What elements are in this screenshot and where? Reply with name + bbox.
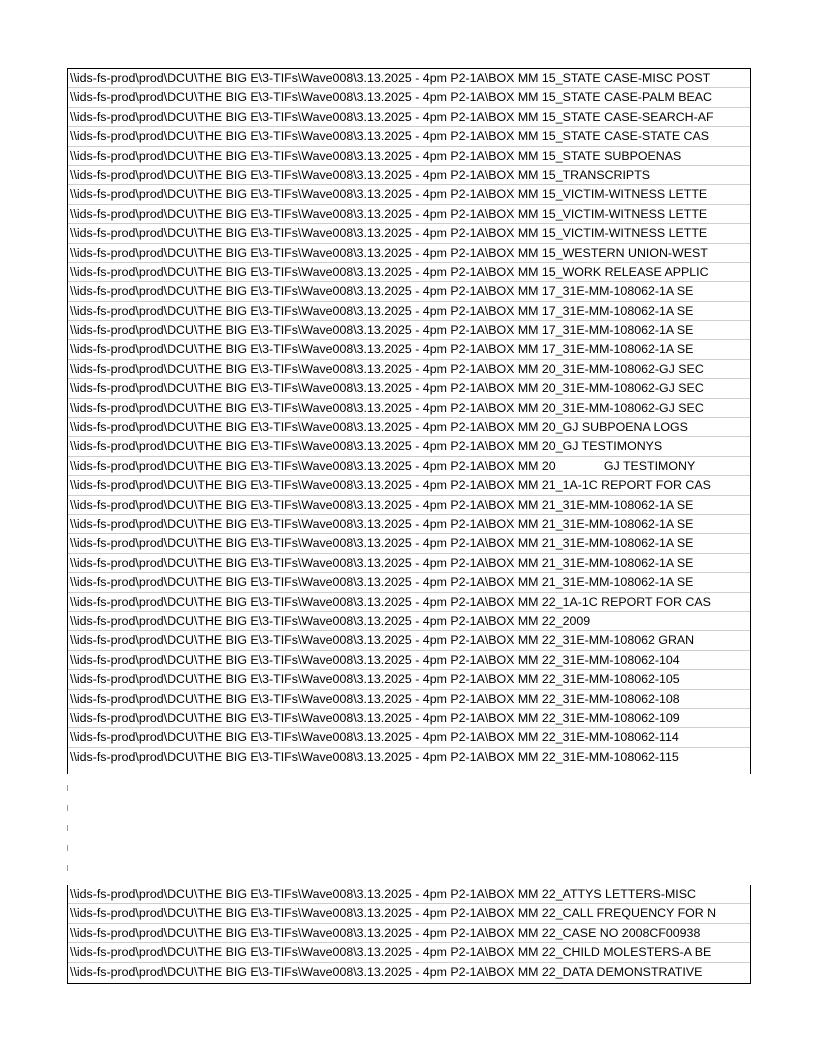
file-path-row: \\ids-fs-prod\prod\DCU\THE BIG E\3-TIFs\Wave008\3.13.2025 - 4pm P2-1A\BOX MM 22_31E-MM-108062-105: [68, 670, 750, 689]
file-path-row: \\ids-fs-prod\prod\DCU\THE BIG E\3-TIFs\Wave008\3.13.2025 - 4pm P2-1A\BOX MM 20 GJ TESTIMONY: [68, 457, 750, 476]
file-path-row: \\ids-fs-prod\prod\DCU\THE BIG E\3-TIFs\Wave008\3.13.2025 - 4pm P2-1A\BOX MM 21_31E-MM-108062-1A SE: [68, 496, 750, 515]
file-path-row: \\ids-fs-prod\prod\DCU\THE BIG E\3-TIFs\Wave008\3.13.2025 - 4pm P2-1A\BOX MM 22_31E-MM-108062-109: [68, 709, 750, 728]
file-path-row: \\ids-fs-prod\prod\DCU\THE BIG E\3-TIFs\Wave008\3.13.2025 - 4pm P2-1A\BOX MM 22_DATA DEMONSTRATIVE: [70, 964, 703, 979]
file-path-row: \\ids-fs-prod\prod\DCU\THE BIG E\3-TIFs\Wave008\3.13.2025 - 4pm P2-1A\BOX MM 22_CASE NO 2008CF00938: [68, 924, 750, 943]
file-path-row: \\ids-fs-prod\prod\DCU\THE BIG E\3-TIFs\Wave008\3.13.2025 - 4pm P2-1A\BOX MM 17_31E-MM-108062-1A SE: [68, 340, 750, 359]
file-path-row: \\ids-fs-prod\prod\DCU\THE BIG E\3-TIFs\Wave008\3.13.2025 - 4pm P2-1A\BOX MM 15_WESTERN UNION-WEST: [68, 244, 750, 263]
file-path-row: \\ids-fs-prod\prod\DCU\THE BIG E\3-TIFs\Wave008\3.13.2025 - 4pm P2-1A\BOX MM 15_STATE CASE-STATE CAS: [68, 127, 750, 146]
file-path-row: \\ids-fs-prod\prod\DCU\THE BIG E\3-TIFs\Wave008\3.13.2025 - 4pm P2-1A\BOX MM 22_31E-MM-108062-104: [68, 651, 750, 670]
file-path-row: \\ids-fs-prod\prod\DCU\THE BIG E\3-TIFs\Wave008\3.13.2025 - 4pm P2-1A\BOX MM 20_31E-MM-108062-GJ SEC: [68, 379, 750, 398]
file-path-row: \\ids-fs-prod\prod\DCU\THE BIG E\3-TIFs\Wave008\3.13.2025 - 4pm P2-1A\BOX MM 22_CHILD MOLESTERS-A BE: [68, 943, 750, 962]
file-path-row: \\ids-fs-prod\prod\DCU\THE BIG E\3-TIFs\Wave008\3.13.2025 - 4pm P2-1A\BOX MM 15_STATE CASE-PALM BEAC: [68, 88, 750, 107]
gap-tick-mark: [67, 845, 68, 851]
file-path-row: \\ids-fs-prod\prod\DCU\THE BIG E\3-TIFs\Wave008\3.13.2025 - 4pm P2-1A\BOX MM 17_31E-MM-108062-1A SE: [68, 302, 750, 321]
file-path-row: \\ids-fs-prod\prod\DCU\THE BIG E\3-TIFs\Wave008\3.13.2025 - 4pm P2-1A\BOX MM 15_STATE SUBPOENAS: [68, 147, 750, 166]
file-path-row: \\ids-fs-prod\prod\DCU\THE BIG E\3-TIFs\Wave008\3.13.2025 - 4pm P2-1A\BOX MM 15_STATE CASE-SEARCH-AF: [68, 108, 750, 127]
file-path-row: \\ids-fs-prod\prod\DCU\THE BIG E\3-TIFs\Wave008\3.13.2025 - 4pm P2-1A\BOX MM 22_ATTYS LETTERS-MISC: [68, 885, 750, 904]
file-path-row: \\ids-fs-prod\prod\DCU\THE BIG E\3-TIFs\Wave008\3.13.2025 - 4pm P2-1A\BOX MM 21_1A-1C REPORT FOR CAS: [68, 476, 750, 495]
file-path-row: \\ids-fs-prod\prod\DCU\THE BIG E\3-TIFs\Wave008\3.13.2025 - 4pm P2-1A\BOX MM 17_31E-MM-108062-1A SE: [68, 282, 750, 301]
file-path-row: \\ids-fs-prod\prod\DCU\THE BIG E\3-TIFs\Wave008\3.13.2025 - 4pm P2-1A\BOX MM 17_31E-MM-108062-1A SE: [68, 321, 750, 340]
gap-tick-mark: [67, 825, 68, 831]
file-path-row: \\ids-fs-prod\prod\DCU\THE BIG E\3-TIFs\Wave008\3.13.2025 - 4pm P2-1A\BOX MM 22_1A-1C REPORT FOR CAS: [68, 593, 750, 612]
gap-tick-mark: [67, 865, 68, 871]
file-path-row: \\ids-fs-prod\prod\DCU\THE BIG E\3-TIFs\Wave008\3.13.2025 - 4pm P2-1A\BOX MM 22_2009: [68, 612, 750, 631]
file-path-row: \\ids-fs-prod\prod\DCU\THE BIG E\3-TIFs\Wave008\3.13.2025 - 4pm P2-1A\BOX MM 20_31E-MM-108062-GJ SEC: [68, 399, 750, 418]
file-path-row: \\ids-fs-prod\prod\DCU\THE BIG E\3-TIFs\Wave008\3.13.2025 - 4pm P2-1A\BOX MM 21_31E-MM-108062-1A SE: [68, 534, 750, 553]
file-path-row: \\ids-fs-prod\prod\DCU\THE BIG E\3-TIFs\Wave008\3.13.2025 - 4pm P2-1A\BOX MM 22_31E-MM-108062-114: [68, 728, 750, 747]
file-path-row: \\ids-fs-prod\prod\DCU\THE BIG E\3-TIFs\Wave008\3.13.2025 - 4pm P2-1A\BOX MM 22_31E-MM-108062-108: [68, 690, 750, 709]
file-path-row: \\ids-fs-prod\prod\DCU\THE BIG E\3-TIFs\Wave008\3.13.2025 - 4pm P2-1A\BOX MM 15_VICTIM-WITNESS LETTE: [68, 224, 750, 243]
file-path-row: \\ids-fs-prod\prod\DCU\THE BIG E\3-TIFs\Wave008\3.13.2025 - 4pm P2-1A\BOX MM 15_TRANSCRIPTS: [68, 166, 750, 185]
file-path-row: \\ids-fs-prod\prod\DCU\THE BIG E\3-TIFs\Wave008\3.13.2025 - 4pm P2-1A\BOX MM 21_31E-MM-108062-1A SE: [68, 573, 750, 592]
file-path-row: \\ids-fs-prod\prod\DCU\THE BIG E\3-TIFs\Wave008\3.13.2025 - 4pm P2-1A\BOX MM 22_31E-MM-108062 GRAN: [68, 631, 750, 650]
gap-tick-mark: [67, 805, 68, 811]
file-path-table-lower: [67, 885, 751, 984]
file-path-row: \\ids-fs-prod\prod\DCU\THE BIG E\3-TIFs\Wave008\3.13.2025 - 4pm P2-1A\BOX MM 21_31E-MM-108062-1A SE: [68, 515, 750, 534]
file-path-row: \\ids-fs-prod\prod\DCU\THE BIG E\3-TIFs\Wave008\3.13.2025 - 4pm P2-1A\BOX MM 15_STATE CASE-MISC POST: [68, 69, 750, 88]
file-path-row: \\ids-fs-prod\prod\DCU\THE BIG E\3-TIFs\Wave008\3.13.2025 - 4pm P2-1A\BOX MM 15_WORK RELEASE APPLIC: [68, 263, 750, 282]
file-path-row: \\ids-fs-prod\prod\DCU\THE BIG E\3-TIFs\Wave008\3.13.2025 - 4pm P2-1A\BOX MM 21_31E-MM-108062-1A SE: [68, 554, 750, 573]
file-path-row: \\ids-fs-prod\prod\DCU\THE BIG E\3-TIFs\Wave008\3.13.2025 - 4pm P2-1A\BOX MM 22_CALL FREQUENCY FOR N: [68, 904, 750, 923]
file-path-table-upper: [67, 68, 751, 774]
file-path-row: \\ids-fs-prod\prod\DCU\THE BIG E\3-TIFs\Wave008\3.13.2025 - 4pm P2-1A\BOX MM 15_VICTIM-WITNESS LETTE: [68, 185, 750, 204]
file-path-row: \\ids-fs-prod\prod\DCU\THE BIG E\3-TIFs\Wave008\3.13.2025 - 4pm P2-1A\BOX MM 20_31E-MM-108062-GJ SEC: [68, 360, 750, 379]
file-path-row: \\ids-fs-prod\prod\DCU\THE BIG E\3-TIFs\Wave008\3.13.2025 - 4pm P2-1A\BOX MM 20_GJ SUBPOENA LOGS: [68, 418, 750, 437]
file-path-row: \\ids-fs-prod\prod\DCU\THE BIG E\3-TIFs\Wave008\3.13.2025 - 4pm P2-1A\BOX MM 15_VICTIM-WITNESS LETTE: [68, 205, 750, 224]
file-path-row: \\ids-fs-prod\prod\DCU\THE BIG E\3-TIFs\Wave008\3.13.2025 - 4pm P2-1A\BOX MM 20_GJ TESTIMONYS: [68, 437, 750, 456]
gap-tick-mark: [67, 785, 68, 791]
file-path-row: \\ids-fs-prod\prod\DCU\THE BIG E\3-TIFs\Wave008\3.13.2025 - 4pm P2-1A\BOX MM 22_31E-MM-108062-115: [70, 749, 679, 764]
